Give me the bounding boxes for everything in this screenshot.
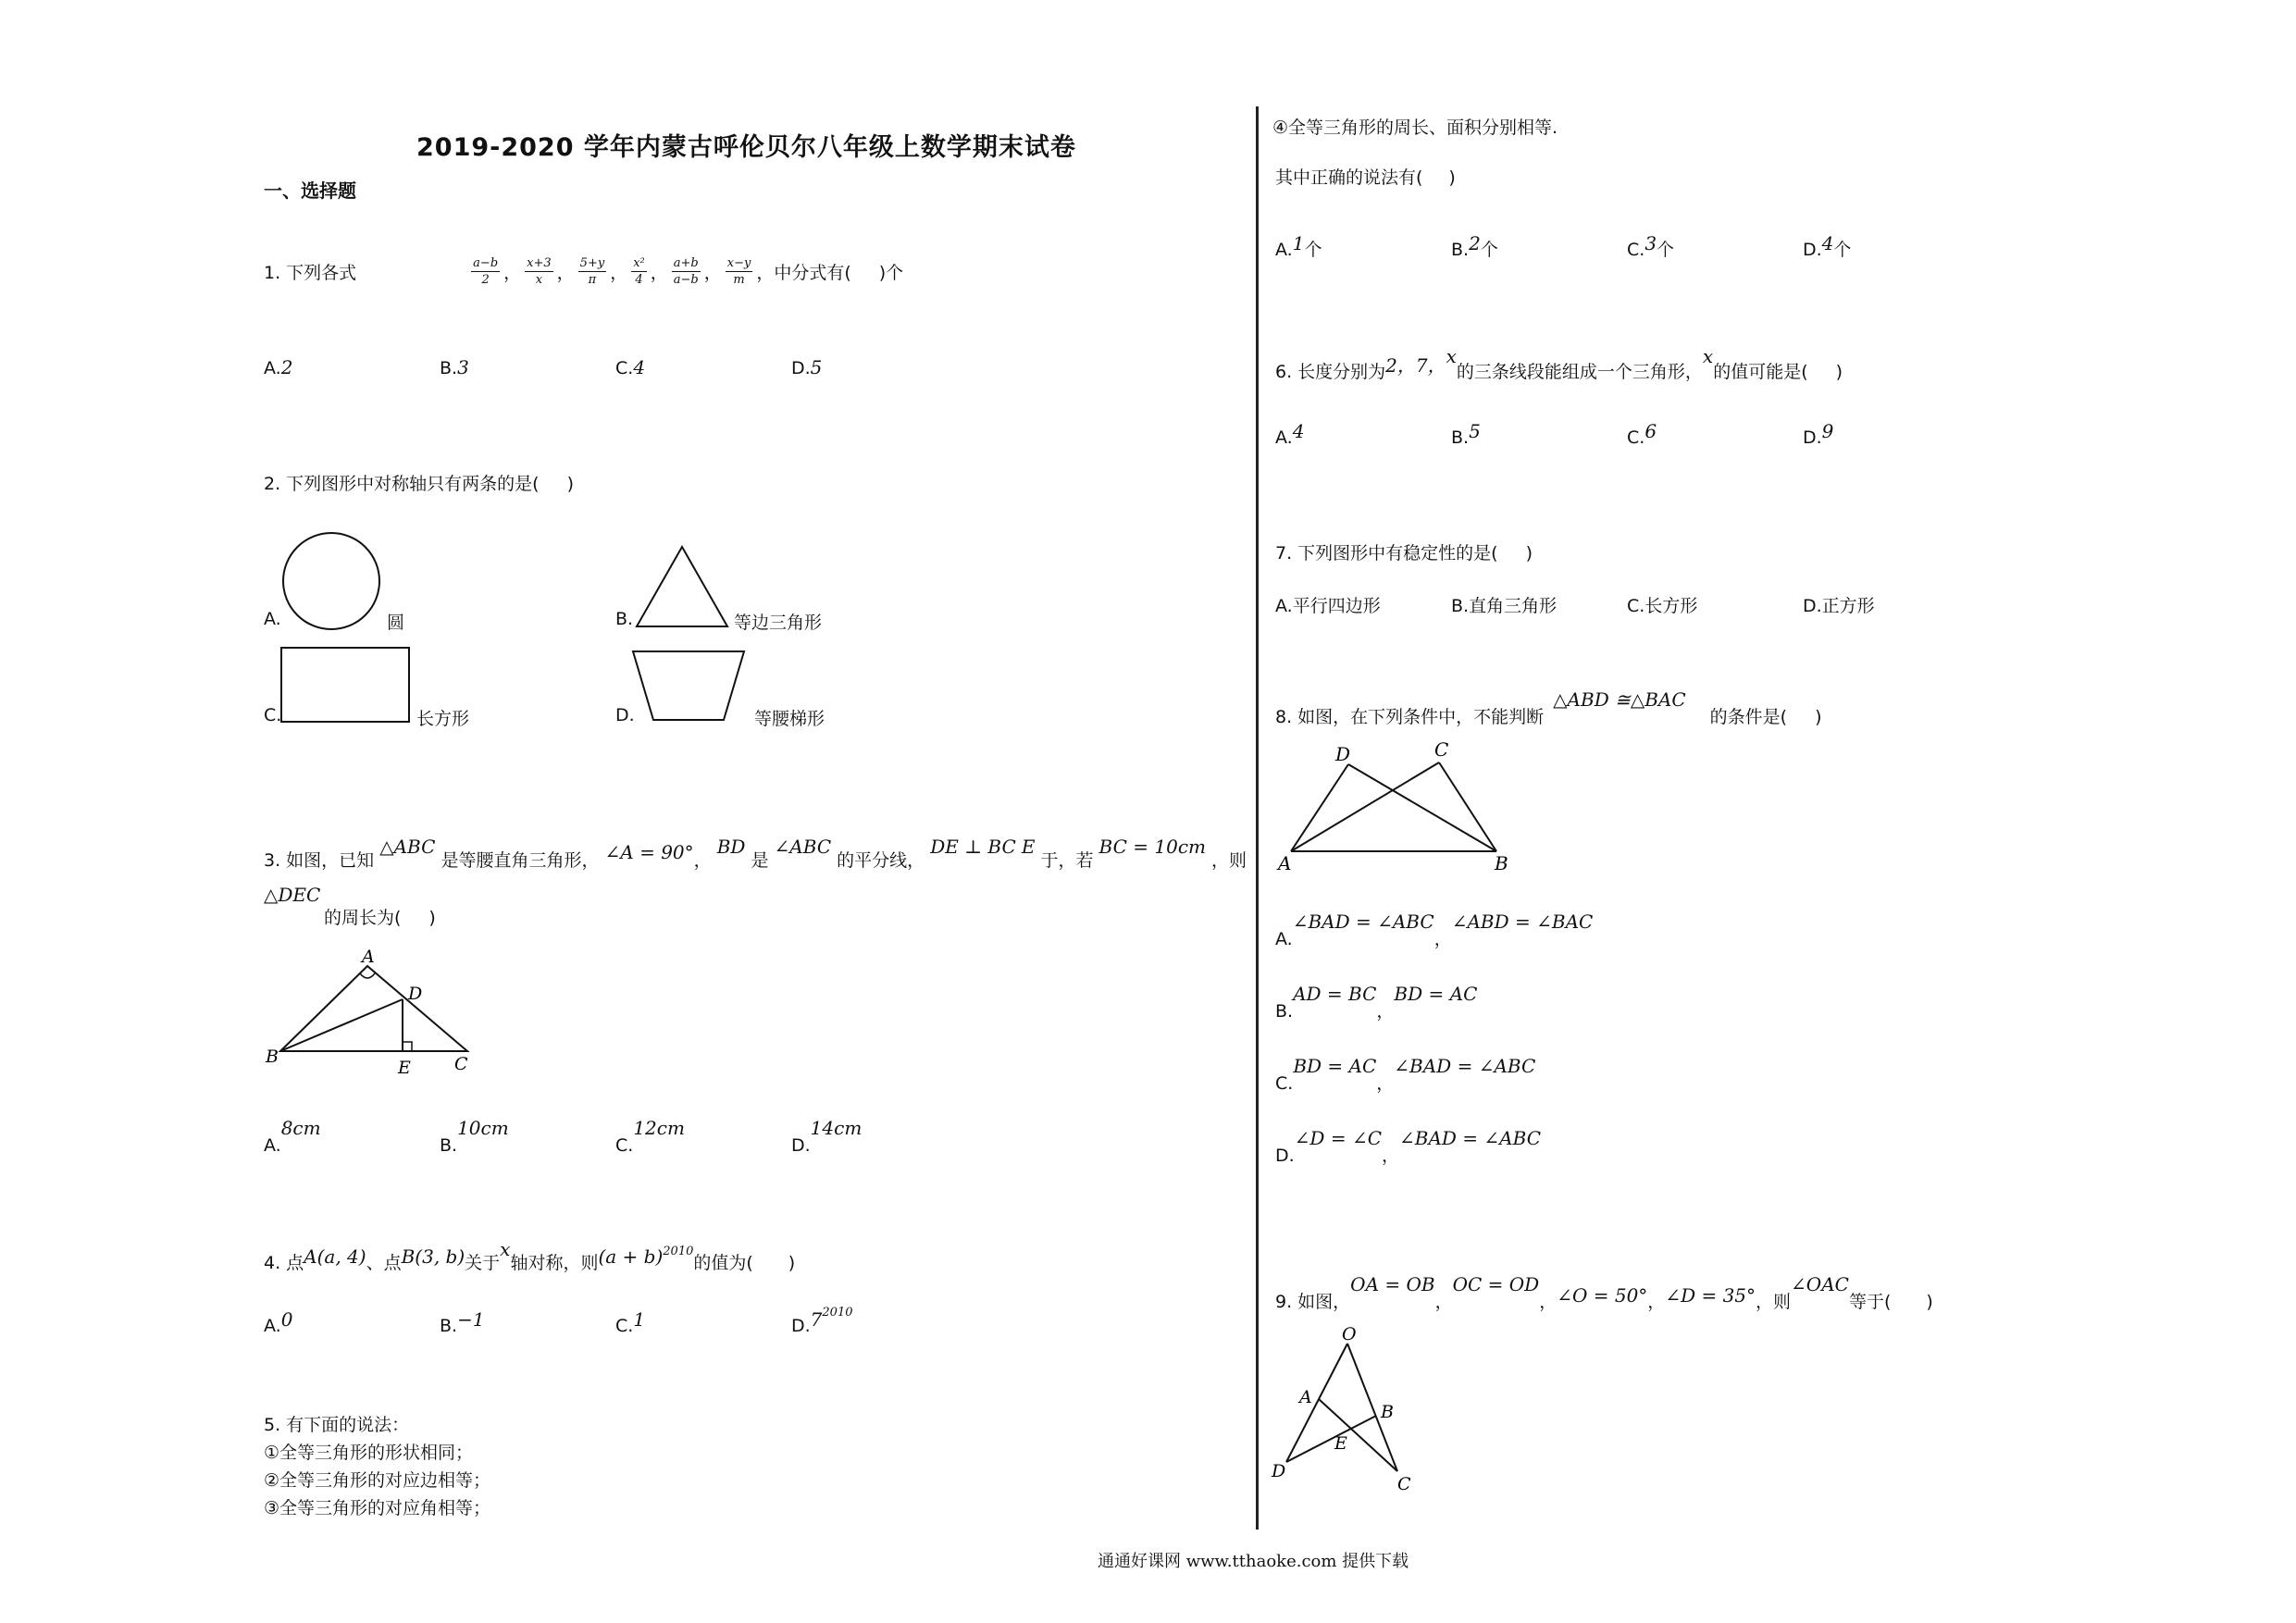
question-5-item-1: ①全等三角形的形状相同； [264,1443,474,1463]
option-c-label: C. [264,705,282,725]
question-3-line-2: 的周长为( ) [324,908,436,928]
q5-option-c: C.3个 [1627,232,1675,260]
vertex-a-label: A [1299,1387,1312,1407]
vertex-d-label: D [1272,1461,1286,1481]
triangle-abc-figure [264,942,481,1081]
question-3-triangle-dec: △DEC [264,884,321,906]
q7-option-d: D.正方形 [1803,596,1875,616]
option-b-name: 等边三角形 [734,613,823,633]
q4-option-a: A.0 [264,1308,293,1336]
q3-option-c: C.12cm [615,1117,685,1156]
isosceles-trapezoid-figure [629,648,750,726]
vertex-b-label: B [266,1047,279,1067]
q6-option-d: D.9 [1803,420,1834,448]
question-2: 2. 下列图形中对称轴只有两条的是( ) [264,474,575,494]
question-1-tail: )个 [878,263,904,283]
vertex-d-label: D [408,984,423,1004]
vertex-a-label: A [362,947,375,967]
question-5-ask: 其中正确的说法有( ) [1275,167,1456,188]
q7-option-a: A.平行四边形 [1275,596,1381,616]
q4-option-c: C.1 [615,1308,646,1336]
angle-figure-oacd [1268,1323,1425,1494]
column-divider [1256,106,1259,1530]
q3-option-a: A.8cm [264,1117,321,1156]
fraction-1: $\frac{a-b}{2}$ [473,256,499,287]
rectangle-figure [279,646,418,729]
q4-option-d: $D.7^{2010}$ [791,1305,853,1336]
q8-option-a: A.∠BAD = ∠ABC，∠ABD = ∠BAC [1275,911,1594,949]
circle-figure [278,527,389,638]
question-5-item-4: ④全等三角形的周长、面积分别相等. [1272,118,1558,138]
section-heading: 一、选择题 [264,180,356,202]
option-a: A.2 [264,356,293,378]
question-8: 8. 如图，在下列条件中，不能判断△ABD ≅△BAC的条件是( ) [1275,688,1822,727]
page-title: 2019-2020 学年内蒙古呼伦贝尔八年级上数学期末试卷 [416,133,1076,162]
vertex-b-label: B [1381,1402,1394,1422]
question-5-item-3: ③全等三角形的对应角相等； [264,1498,491,1518]
option-d-name: 等腰梯形 [754,709,825,729]
vertex-c-label: C [1397,1474,1411,1494]
footer-text: 通通好课网 www.tthaoke.com 提供下载 [1098,1552,1409,1571]
vertex-e-label: E [398,1058,411,1078]
question-9: 9. 如图，OA = OB，OC = OD，∠O = 50°，∠D = 35°，则∠OAC等于( ) [1275,1273,1933,1312]
q5-option-b: B.2个 [1451,232,1498,260]
q6-option-a: A.4 [1275,420,1305,448]
q6-option-b: B.5 [1451,420,1481,448]
option-b: B.3 [440,356,469,378]
vertex-c-label: C [1434,740,1449,761]
q7-option-c: C.长方形 [1627,596,1698,616]
equilateral-triangle-figure [629,541,740,634]
q8-option-d: D.∠D = ∠C，∠BAD = ∠ABC [1275,1127,1541,1166]
q8-option-c: C.BD = AC，∠BAD = ∠ABC [1275,1055,1536,1094]
question-1: 1. 下列各式 $\frac{a-b}{2}$ ， $\frac{x+3}{x}$ ， $\frac{5+y}{\pi}$ ， $\frac{\text{x²}}{4}$ ， $\frac{a+b}{a-b}$ ， $\frac{x-y}{m}$ ， 中分式有( )个 [264,256,904,287]
vertex-b-label: B [1495,852,1508,874]
option-d-label: D. [615,705,635,725]
question-7: 7. 下列图形中有稳定性的是( ) [1275,543,1533,564]
q5-option-d: D.4个 [1803,232,1852,260]
q5-option-a: A.1个 [1275,232,1322,260]
q3-option-d: D.14cm [791,1117,863,1156]
question-4: 4. 点A(a, 4)、点B(3, b)关于x轴对称，则$(a + b)^{2010}$的值为( ) [264,1238,796,1273]
vertex-e-label: E [1334,1433,1347,1454]
question-3-line-1: 3. 如图，已知 △ABC 是等腰直角三角形， ∠A = 90°， BD 是 ∠ABC 的平分线， DE ⊥ BC E 于，若 BC = 10cm ，则 [264,836,1247,871]
fraction-4: $\frac{\text{x²}}{4}$ [633,256,645,287]
fraction-6: $\frac{x-y}{m}$ [726,256,751,287]
question-6: 6. 长度分别为2，7，x的三条线段能组成一个三角形，x的值可能是( ) [1275,345,1843,382]
option-a-label: A. [264,609,281,629]
fraction-3: $\frac{5+y}{\pi}$ [579,256,605,287]
question-5-intro: 5. 有下面的说法： [264,1415,410,1435]
option-a-name: 圆 [387,613,405,633]
quadrilateral-abcd-figure [1272,740,1522,879]
question-1-prefix: 1. 下列各式 [264,263,357,283]
option-d: D.5 [791,356,823,378]
q8-option-b: B.AD = BC，BD = AC [1275,983,1478,1022]
vertex-o-label: O [1342,1324,1357,1344]
fraction-2: $\frac{x+3}{x}$ [527,256,552,287]
vertex-c-label: C [454,1054,468,1074]
question-5-item-2: ②全等三角形的对应边相等； [264,1470,491,1491]
option-c-name: 长方形 [416,709,470,729]
vertex-a-label: A [1278,852,1292,874]
q4-option-b: B.−1 [440,1308,485,1336]
option-c: C.4 [615,356,646,378]
vertex-d-label: D [1335,743,1351,765]
q3-option-b: B.10cm [440,1117,509,1156]
q6-option-c: C.6 [1627,420,1657,448]
question-1-suffix: 中分式有( [774,263,851,283]
option-b-label: B. [615,609,634,629]
fraction-5: $\frac{a+b}{a-b}$ [673,256,699,287]
q7-option-b: B.直角三角形 [1451,596,1558,616]
